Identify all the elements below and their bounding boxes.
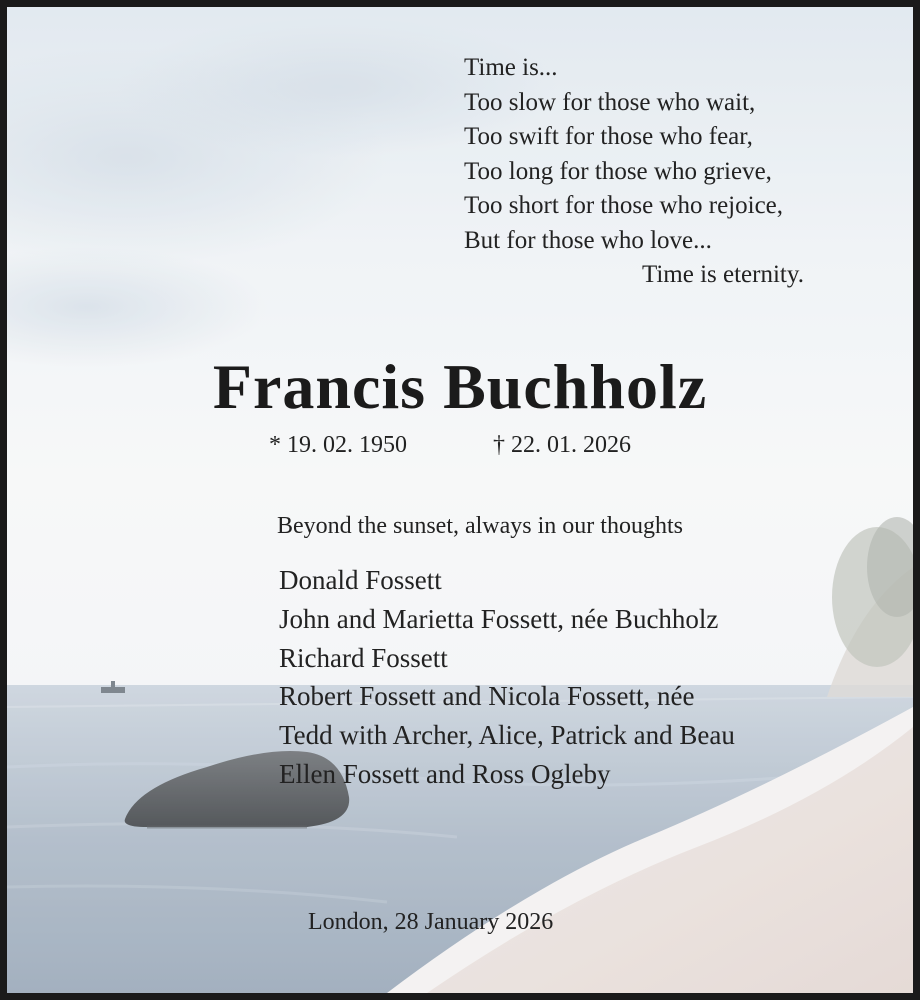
deceased-name: Francis Buchholz bbox=[212, 351, 708, 422]
mourners-list bbox=[279, 561, 735, 794]
mourner-entry: John and Marietta Fossett, née Buchholz bbox=[279, 603, 719, 634]
mourner-entry: Richard Fossett bbox=[279, 642, 448, 673]
place-and-date: London, 28 January 2026 bbox=[308, 909, 554, 935]
poem-line: Too short for those who rejoice, bbox=[464, 192, 784, 219]
poem bbox=[464, 51, 864, 293]
mourner-entry: Robert Fossett and Nicola Fossett, née bbox=[279, 681, 695, 712]
death-date: † 22. 01. 2026 bbox=[493, 432, 631, 458]
mourner-entry: Tedd with Archer, Alice, Patrick and Beau bbox=[279, 720, 735, 751]
poem-line: Too swift for those who fear, bbox=[464, 123, 753, 150]
poem-line: Too long for those who grieve, bbox=[464, 157, 772, 185]
mourner-entry: Ellen Fossett and Ross Ogleby bbox=[279, 758, 611, 789]
poem-line: Too slow for those who wait, bbox=[464, 88, 756, 116]
birth-date: * 19. 02. 1950 bbox=[269, 432, 407, 458]
mourner-entry: Donald Fossett bbox=[279, 565, 442, 595]
poem-line: Time is... bbox=[464, 54, 558, 81]
poem-line: But for those who love... bbox=[464, 226, 712, 254]
memorial-tagline: Beyond the sunset, always in our thoughts bbox=[277, 513, 683, 539]
poem-closing-line: Time is eternity. bbox=[641, 261, 804, 288]
